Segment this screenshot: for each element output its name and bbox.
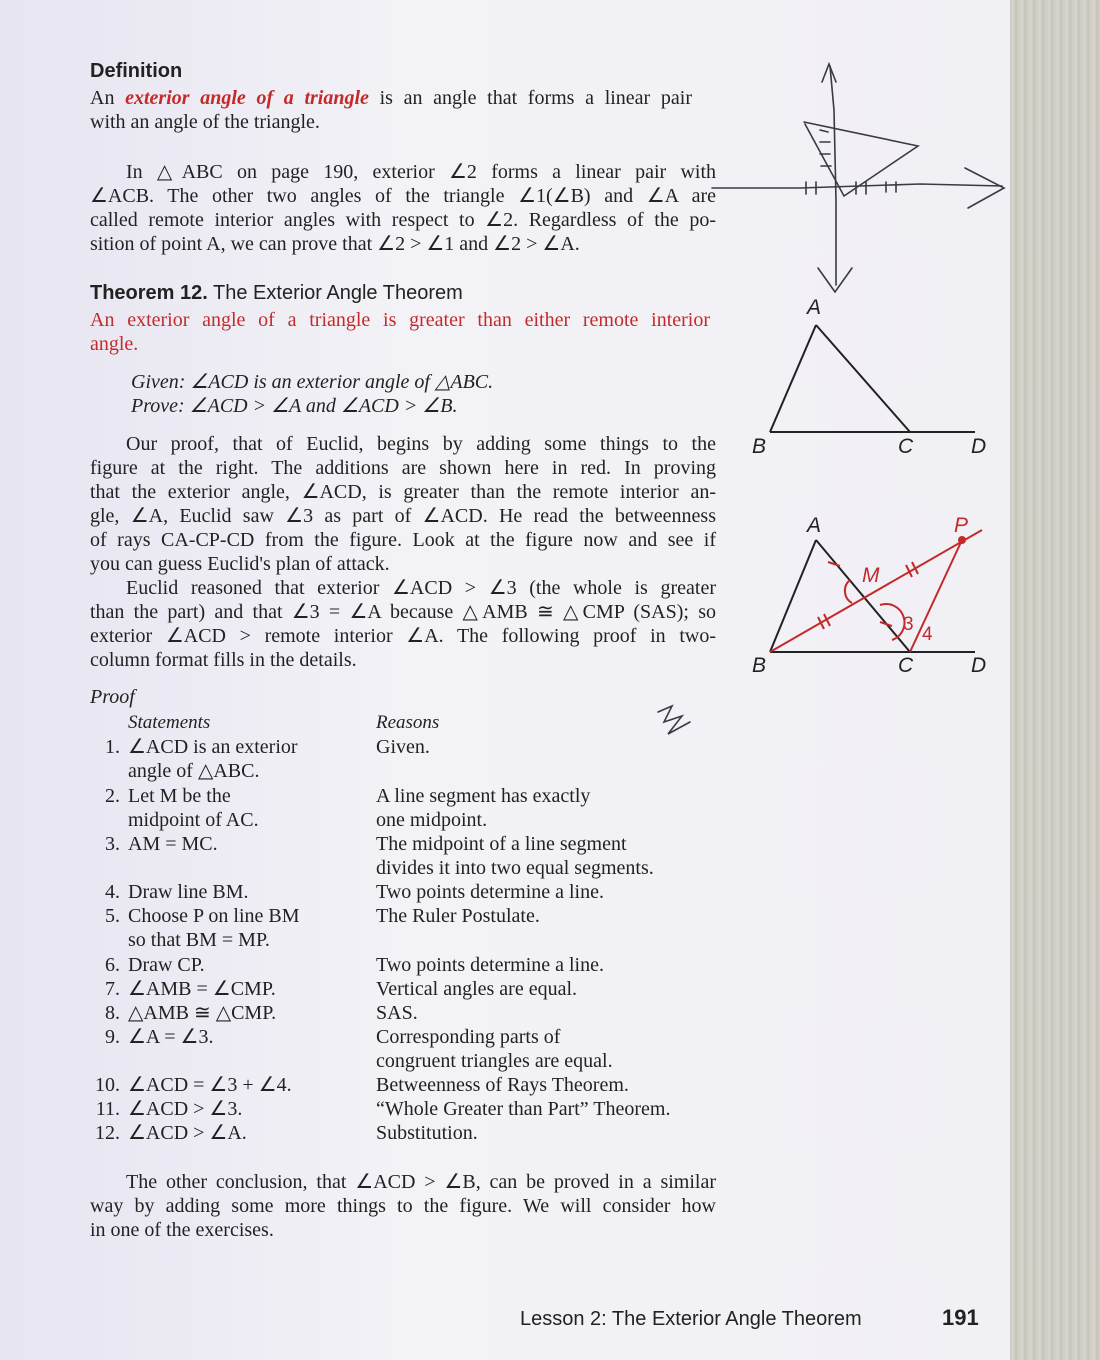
footer-lesson-title: Lesson 2: The Exterior Angle Theorem <box>520 1308 862 1330</box>
fig2-line-bp <box>770 530 982 652</box>
intro-line-4: sition of point A, we can prove that ∠2 > ∠1 and ∠2 > ∠A. <box>90 233 580 255</box>
fig2-label-4: 4 <box>922 624 933 645</box>
proof-label: Proof <box>90 686 135 708</box>
fig1-label-c: C <box>898 435 914 458</box>
fig2-label-c: C <box>898 654 914 677</box>
intro-line-2: ∠ACB. The other two angles of the triangle ∠1(∠B) and ∠A are <box>90 185 716 207</box>
conclusion-line-3: in one of the exercises. <box>90 1219 274 1241</box>
fig2-angle-arc <box>845 580 852 603</box>
theorem-statement-1: An exterior angle of a triangle is greater than either remote interior <box>90 309 710 331</box>
body-p2-line-2: than the part) and that ∠3 = ∠A because △AMB ≅ △CMP (SAS); so <box>90 601 716 623</box>
body-p2-line-1: Euclid reasoned that exterior ∠ACD > ∠3 (the whole is greater <box>126 577 716 599</box>
given-line: Given: ∠ACD is an exterior angle of △ABC. <box>131 371 494 393</box>
fig2-label-3: 3 <box>903 614 914 635</box>
page-number: 191 <box>942 1305 979 1330</box>
definition-line-1: An exterior angle of a triangle is an angle that forms a linear pair <box>90 87 692 109</box>
intro-line-1: In △ABC on page 190, exterior ∠2 forms a linear pair with <box>126 161 716 183</box>
reasons-header: Reasons <box>376 712 440 733</box>
body-p1-line-3: that the exterior angle, ∠ACD, is greater than the remote interior an- <box>90 481 716 503</box>
conclusion-line-2: way by adding some more things to the figure. We will consider how <box>90 1195 716 1217</box>
prove-line: Prove: ∠ACD > ∠A and ∠ACD > ∠B. <box>131 395 458 417</box>
fig2-side-ac <box>816 540 910 652</box>
body-p1-line-4: gle, ∠A, Euclid saw ∠3 as part of ∠ACD. He read the betweenness <box>90 505 716 527</box>
fig1-label-a: A <box>807 296 822 319</box>
body-p1-line-2: figure at the right. The additions are shown here in red. In proving <box>90 457 716 479</box>
theorem-statement-2: angle. <box>90 333 139 355</box>
body-p1-line-5: of rays CA-CP-CD from the figure. Look at the figure now and see if <box>90 529 716 551</box>
body-p1-line-1: Our proof, that of Euclid, begins by adding some things to the <box>126 433 716 455</box>
statements-header: Statements <box>128 712 211 733</box>
body-p2-line-4: column format fills in the details. <box>90 649 357 671</box>
fig2-label-m: M <box>862 564 880 587</box>
fig2-label-d: D <box>971 654 987 677</box>
fig2-label-b: B <box>752 654 767 677</box>
fig1-label-b: B <box>752 435 767 458</box>
conclusion-line-1: The other conclusion, that ∠ACD > ∠B, can be proved in a similar <box>126 1171 716 1193</box>
fig2-side-ab <box>770 540 816 652</box>
fig2-label-a: A <box>807 514 822 537</box>
definition-line-2: with an angle of the triangle. <box>90 111 320 133</box>
fig2-label-p: P <box>954 514 969 537</box>
body-p1-line-6: you can guess Euclid's plan of attack. <box>90 553 390 575</box>
theorem-heading: Theorem 12. The Exterior Angle Theorem <box>90 282 463 304</box>
definition-term: exterior angle of a triangle <box>125 87 369 109</box>
intro-line-3: called remote interior angles with respect to ∠2. Regardless of the po- <box>90 209 716 231</box>
fig1-label-d: D <box>971 435 987 458</box>
definition-heading: Definition <box>90 60 183 82</box>
body-p2-line-3: exterior ∠ACD > remote interior ∠A. The following proof in two- <box>90 625 716 647</box>
